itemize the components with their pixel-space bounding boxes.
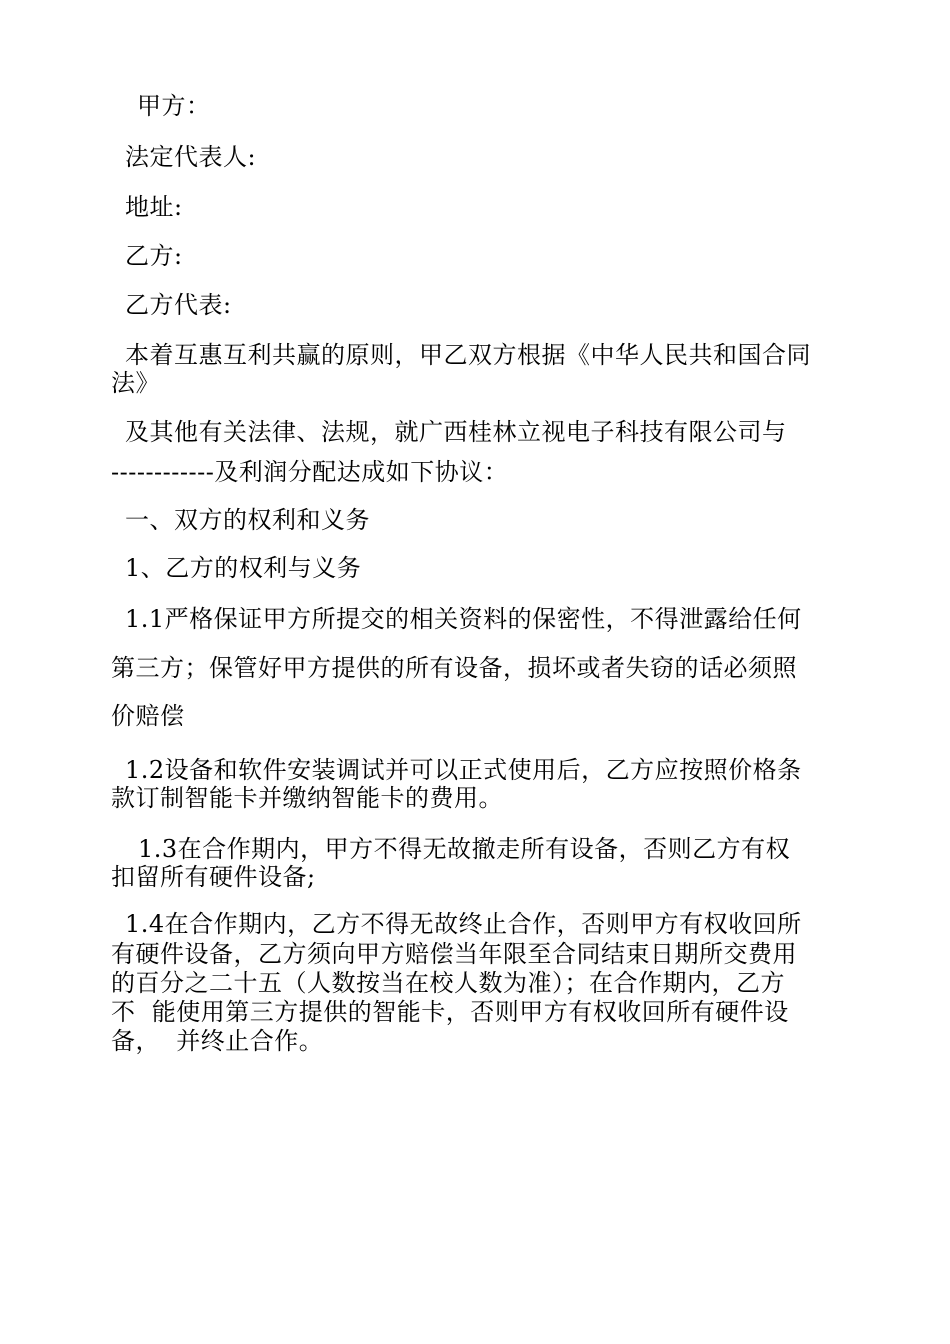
clause-1-1-line-1: 1.1严格保证甲方所提交的相关资料的保密性，不得泄露给任何: [125, 605, 802, 633]
intro-line-1: 本着互惠互利共赢的原则，甲乙双方根据《中华人民共和国合同: [125, 341, 811, 369]
section-heading-1: 一、双方的权利和义务: [125, 506, 370, 534]
intro2-line-1: 及其他有关法律、法规，就广西桂林立视电子科技有限公司与: [125, 418, 787, 446]
intro2-line-2: ------------及利润分配达成如下协议：: [111, 458, 509, 486]
party-b-label: 乙方:: [125, 242, 183, 270]
party-b-rep-label: 乙方代表:: [125, 291, 232, 319]
clause-1-3-line-1: 1.3在合作期内，甲方不得无故撤走所有设备，否则乙方有权: [138, 835, 791, 863]
clause-1-4-line-5: 备， 并终止合作。: [111, 1027, 324, 1055]
clause-1-1-line-2: 第三方；保管好甲方提供的所有设备，损坏或者失窃的话必须照: [111, 654, 797, 682]
clause-1-4-line-1: 1.4在合作期内，乙方不得无故终止合作，否则甲方有权收回所: [125, 910, 802, 938]
clause-1-4-line-2: 有硬件设备，乙方须向甲方赔偿当年限至合同结束日期所交费用: [111, 940, 797, 968]
clause-1-4-line-3: 的百分之二十五（人数按当在校人数为准）；在合作期内，乙方: [111, 969, 785, 997]
clause-1-1-line-3: 价赔偿: [111, 702, 185, 730]
subsection-heading-1: 1、乙方的权利与义务: [125, 554, 362, 582]
clause-1-3-line-2: 扣留所有硬件设备;: [111, 863, 316, 891]
clause-1-2-line-1: 1.2设备和软件安装调试并可以正式使用后，乙方应按照价格条: [125, 756, 802, 784]
intro-line-2: 法》: [111, 369, 160, 397]
legal-rep-label: 法定代表人:: [125, 143, 257, 171]
address-label: 地址:: [125, 193, 183, 221]
party-a-label: 甲方：: [137, 92, 211, 120]
clause-1-2-line-2: 款订制智能卡并缴纳智能卡的费用。: [111, 784, 503, 812]
clause-1-4-line-4: 不 能使用第三方提供的智能卡，否则甲方有权收回所有硬件设: [111, 998, 789, 1026]
